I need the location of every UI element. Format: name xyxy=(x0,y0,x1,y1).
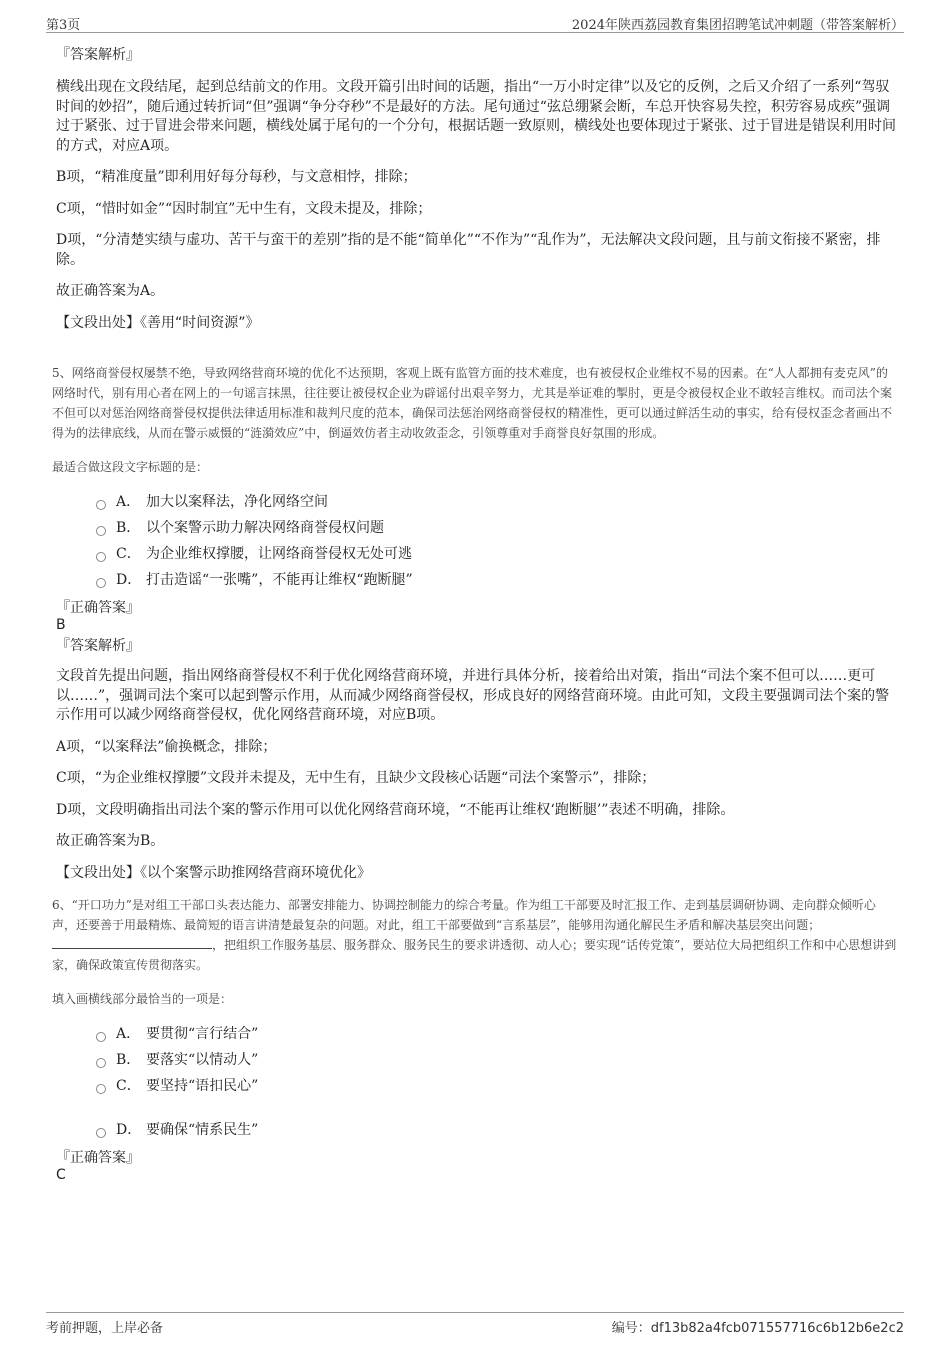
radio-icon[interactable] xyxy=(96,578,106,588)
q4-analysis-heading: 『答案解析』 xyxy=(56,47,140,63)
q4-conclusion: 故正确答案为A。 xyxy=(56,283,165,299)
radio-icon[interactable] xyxy=(96,1058,106,1068)
q5-options xyxy=(96,489,898,593)
option-letter: D． xyxy=(116,1122,142,1138)
q5-option-d-analysis: D项，文段明确指出司法个案的警示作用可以优化网络营商环境，“不能再让维权‘跑断腿’”表述不明确，排除。 xyxy=(56,801,735,818)
q5-conclusion: 故正确答案为B。 xyxy=(56,833,165,849)
option-letter: B． xyxy=(116,520,141,536)
option-text: 加大以案释法，净化网络空间 xyxy=(146,494,328,510)
option-letter: C． xyxy=(116,1078,141,1094)
q5-answer-heading: 『正确答案』 xyxy=(56,600,140,616)
q5-option-c[interactable] xyxy=(96,541,898,567)
option-letter: C． xyxy=(116,546,141,562)
q6-stem-after: ，把组织工作服务基层、服务群众、服务民生的要求讲透彻、动人心；要实现“话传党策”，要站位大局把组织工作和中心思想讲到家，确保政策宣传贯彻落实。 xyxy=(52,938,897,972)
q6-option-c[interactable] xyxy=(96,1073,898,1099)
q6-question: 填入画横线部分最恰当的一项是： xyxy=(52,992,233,1006)
q5-analysis-heading: 『答案解析』 xyxy=(56,638,140,654)
q5-analysis-text: 文段首先提出问题，指出网络商誉侵权不利于优化网络营商环境，并进行具体分析，接着给出对策，指出“司法个案不但可以……更可以……”，强调司法个案可以起到警示作用，从而减少网络商誉侵权，形成良好的网络营商环境。由此可知，文段主要强调司法个案的警示作用可以减少网络商誉侵权，优化网络营商环境，对应B项。 xyxy=(56,668,890,723)
footer-code xyxy=(612,1317,904,1336)
q6-stem xyxy=(52,895,898,975)
radio-icon[interactable] xyxy=(96,526,106,536)
radio-icon[interactable] xyxy=(96,1128,106,1138)
option-text: 要坚持“语扣民心” xyxy=(146,1078,259,1094)
radio-icon[interactable] xyxy=(96,1084,106,1094)
q5-option-a[interactable] xyxy=(96,489,898,515)
q5-source: 【文段出处】《以个案警示助推网络营商环境优化》 xyxy=(56,864,371,881)
fill-blank xyxy=(52,936,212,949)
q4-source: 【文段出处】《善用“时间资源”》 xyxy=(56,314,260,331)
radio-icon[interactable] xyxy=(96,1032,106,1042)
q6-option-b[interactable] xyxy=(96,1047,898,1073)
q6-stem-before: 6、“开口功力”是对组工干部口头表达能力、部署安排能力、协调控制能力的综合考量。作为组工干部要及时汇报工作、走到基层调研协调、走向群众倾听心声，还要善于用最精炼、最简短的语言讲清楚最复杂的问题。对此，组工干部要做到“言系基层”，能够用沟通化解民生矛盾和解决基层突出问题； xyxy=(52,898,876,932)
code-value: df13b82a4fcb071557716c6b12b6e2c2 xyxy=(650,1321,904,1336)
option-letter: D． xyxy=(116,572,142,588)
q6-answer-heading: 『正确答案』 xyxy=(56,1150,140,1166)
option-text: 打击造谣“一张嘴”，不能再让维权“跑断腿” xyxy=(146,572,413,588)
footer-slogan: 考前押题，上岸必备 xyxy=(46,1321,164,1336)
radio-icon[interactable] xyxy=(96,552,106,562)
option-text: 以个案警示助力解决网络商誉侵权问题 xyxy=(146,520,384,536)
q5-option-b[interactable] xyxy=(96,515,898,541)
code-label: 编号： xyxy=(611,1321,651,1336)
option-letter: A． xyxy=(116,494,141,510)
q6-answer: C xyxy=(56,1167,66,1183)
q5-stem: 5、网络商誉侵权屡禁不绝，导致网络营商环境的优化不达预期，客观上既有监管方面的技术难度，也有被侵权企业维权不易的因素。在“人人都拥有麦克风”的网络时代，别有用心者在网上的一句谣言抹黑，往往要让被侵权企业为辟谣付出艰辛努力，尤其是举证难的掣肘，更是令被侵权企业不敢轻言维权。而司法个案不但可以对惩治网络商誉侵权提供法律适用标准和裁判尺度的范本，确保司法惩治网络商誉侵权的精准性，更可以通过鲜活生动的事实，给有侵权歪念者画出不得为的法律底线，从而在警示威慑的“涟漪效应”中，倒逼效仿者主动收敛歪念，引领尊重对手商誉良好氛围的形成。 xyxy=(52,366,893,440)
option-text: 要确保“情系民生” xyxy=(146,1122,259,1138)
option-letter: A． xyxy=(116,1026,141,1042)
q5-answer: B xyxy=(56,617,66,633)
q5-option-a-analysis: A项，“以案释法”偷换概念，排除； xyxy=(56,738,277,755)
q6-option-d[interactable] xyxy=(96,1117,898,1143)
q4-option-b-analysis: B项，“精准度量”即利用好每分每秒，与文意相悖，排除； xyxy=(56,169,417,185)
q5-option-d[interactable] xyxy=(96,567,898,593)
page-header xyxy=(46,12,904,33)
page-footer xyxy=(46,1312,904,1336)
q4-option-d-analysis: D项，“分清楚实绩与虚功、苦干与蛮干的差别”指的是不能“简单化”“不作为”“乱作为”，无法解决文段问题，且与前文衔接不紧密，排除。 xyxy=(56,232,881,268)
option-text: 为企业维权撑腰，让网络商誉侵权无处可逃 xyxy=(146,546,412,562)
q4-analysis-text: 横线出现在文段结尾，起到总结前文的作用。文段开篇引出时间的话题，指出“一万小时定律”以及它的反例，之后又介绍了一系列“驾驭时间的妙招”，随后通过转折词“但”强调“争分夺秒”不是最好的方法。尾句通过“弦总绷紧会断，车总开快容易失控，积劳容易成疾”强调过于紧张、过于冒进会带来问题，横线处属于尾句的一个分句，根据话题一致原则，横线处也要体现过于紧张、过于冒进是错误利用时间的方式，对应A项。 xyxy=(56,79,896,154)
option-letter: B． xyxy=(116,1052,141,1068)
document-body xyxy=(52,44,898,1183)
q5-question: 最适合做这段文字标题的是： xyxy=(52,460,209,474)
option-text: 要贯彻“言行结合” xyxy=(146,1026,259,1042)
q6-options xyxy=(96,1021,898,1143)
q4-option-c-analysis: C项，“惜时如金”“因时制宜”无中生有，文段未提及，排除； xyxy=(56,200,432,217)
q6-option-a[interactable] xyxy=(96,1021,898,1047)
page-number: 第3页 xyxy=(46,18,81,33)
option-text: 要落实“以情动人” xyxy=(146,1052,259,1068)
document-title: 2024年陕西荔园教育集团招聘笔试冲刺题（带答案解析） xyxy=(571,18,904,33)
radio-icon[interactable] xyxy=(96,500,106,510)
q5-option-c-analysis: C项，“为企业维权撑腰”文段并未提及，无中生有，且缺少文段核心话题“司法个案警示”，排除； xyxy=(56,770,656,786)
